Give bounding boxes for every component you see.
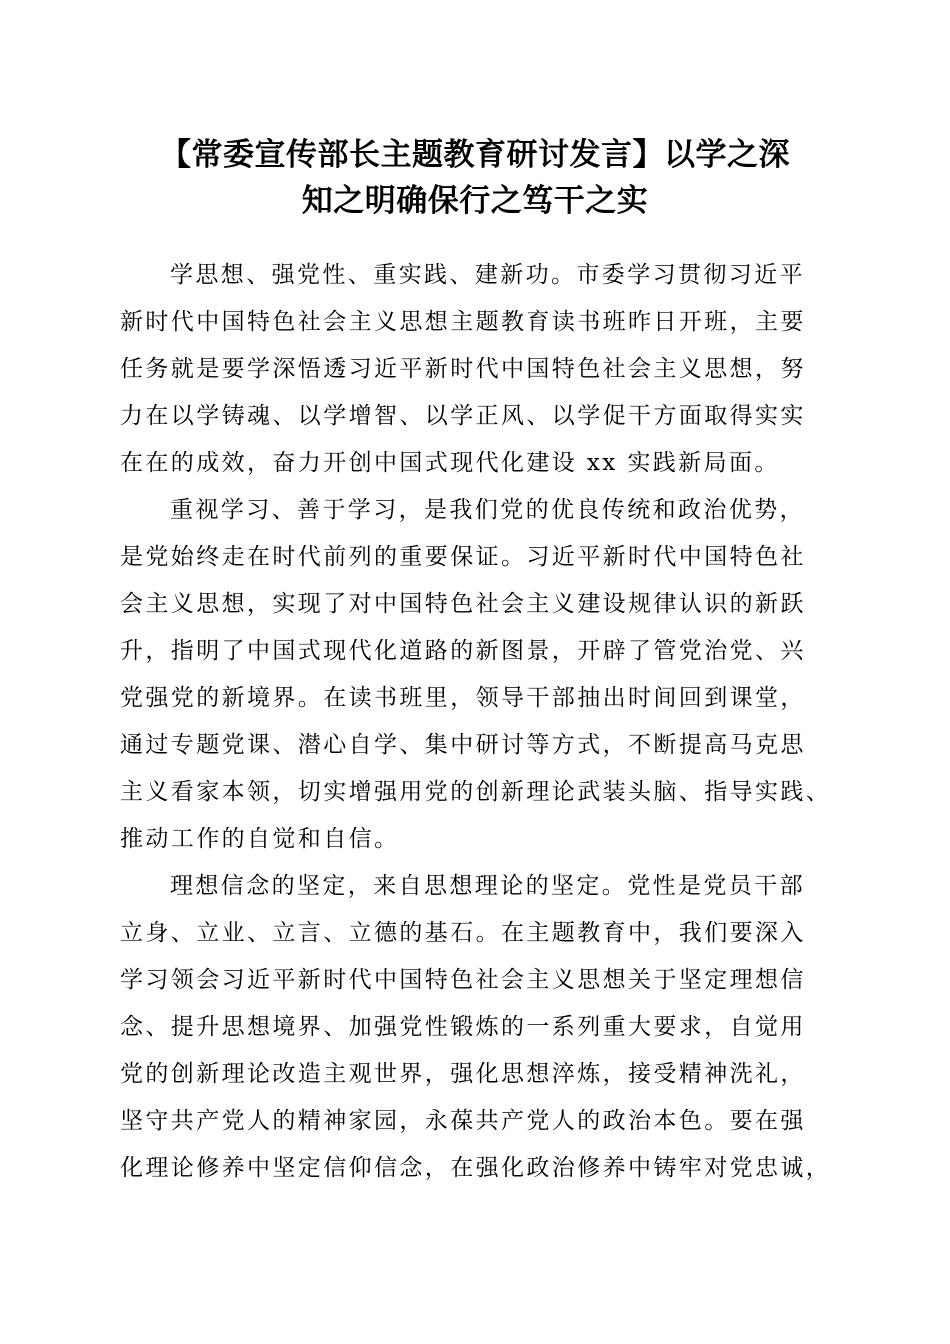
document-body [120, 252, 835, 1192]
paragraph-2 [120, 487, 835, 863]
text-line: 念、提升思想境界、加强党性锻炼的一系列重大要求，自觉用 [120, 1014, 806, 1040]
title-line: 【常委宣传部长主题教育研讨发言】以学之深 [160, 137, 790, 173]
document-title [110, 132, 840, 224]
text-line: 通过专题党课、潜心自学、集中研讨等方式，不断提高马克思 [120, 732, 806, 758]
text-line: 升，指明了中国式现代化道路的新图景，开辟了管党治党、兴 [120, 638, 806, 664]
text-line: 理想信念的坚定，来自思想理论的坚定。党性是党员干部 [170, 873, 805, 899]
text-line: 新时代中国特色社会主义思想主题教育读书班昨日开班，主要 [120, 309, 806, 335]
paragraph-1 [120, 252, 835, 487]
text-line: 重视学习、善于学习，是我们党的优良传统和政治优势， [170, 497, 805, 523]
text-line: 学习领会习近平新时代中国特色社会主义思想关于坚定理想信 [120, 967, 806, 993]
text-line: 任务就是要学深悟透习近平新时代中国特色社会主义思想，努 [120, 356, 806, 382]
text-line: 党强党的新境界。在读书班里，领导干部抽出时间回到课堂， [120, 685, 806, 711]
text-line: 推动工作的自觉和自信。 [120, 826, 400, 852]
text-line: 党的创新理论改造主观世界，强化思想淬炼，接受精神洗礼， [120, 1061, 806, 1087]
text-line: 立身、立业、立言、立德的基石。在主题教育中，我们要深入 [120, 920, 806, 946]
text-line: 学思想、强党性、重实践、建新功。市委学习贯彻习近平 [170, 262, 805, 288]
text-line: 力在以学铸魂、以学增智、以学正风、以学促干方面取得实实 [120, 403, 806, 429]
text-line: 是党始终走在时代前列的重要保证。习近平新时代中国特色社 [120, 544, 806, 570]
title-line: 知之明确保行之笃干之实 [301, 183, 649, 219]
text-line: 会主义思想，实现了对中国特色社会主义建设规律认识的新跃 [120, 591, 806, 617]
text-line: 在在的成效，奋力开创中国式现代化建设 xx 实践新局面。 [120, 450, 780, 476]
text-line: 主义看家本领，切实增强用党的创新理论武装头脑、指导实践、 [120, 779, 832, 805]
paragraph-3 [120, 863, 835, 1192]
text-line: 坚守共产党人的精神家园，永葆共产党人的政治本色。要在强 [120, 1108, 806, 1134]
text-line: 化理论修养中坚定信仰信念，在强化政治修养中铸牢对党忠诚， [120, 1155, 832, 1181]
